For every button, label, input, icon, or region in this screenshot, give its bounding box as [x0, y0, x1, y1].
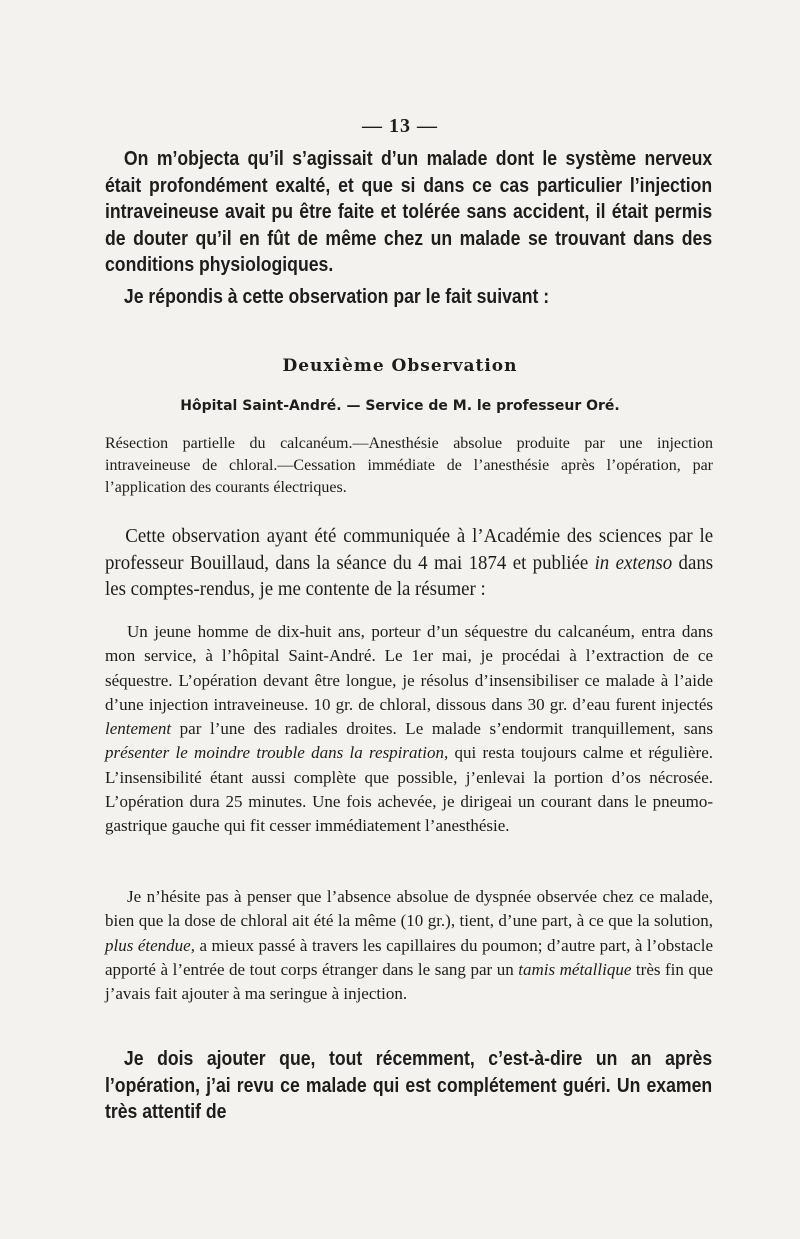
paragraph-analysis-text [105, 885, 713, 1006]
italic-run: in extenso [594, 551, 673, 574]
observation-subtitle: Hôpital Saint-André. — Service de M. le professeur Oré. [180, 398, 620, 414]
paragraph-communication [105, 523, 713, 603]
italic-run: présenter le moindre trouble dans la respiration, [105, 743, 449, 763]
paragraph-case [105, 620, 713, 839]
text-run: Cette observation ayant été communiquée à l’Académie des sciences par le professeur Bouillaud, dans la séance du 4 mai 1874 et publiée [105, 525, 714, 574]
italic-run: tamis métallique [518, 959, 632, 979]
paragraph-objection [105, 146, 713, 279]
page-number: — 13 — [362, 115, 438, 137]
paragraph-case-text [105, 620, 713, 839]
paragraph-reply-text: Je répondis à cette observation par le fait suivant : [123, 285, 550, 308]
text-run: Un jeune homme de dix-huit ans, porteur d’un séquestre du calcanéum, entra dans mon service, à l’hôpital Saint-André. Le 1er mai, je procédai à l’extraction de ce séquestre. L’opération devant être longue, je résolus d’insensibiliser ce malade à l’aide d’une injection intraveineuse. 10 gr. de chloral, dissous dans 30 gr. d’eau furent injectés [105, 622, 713, 714]
paragraph-communication-text [105, 523, 713, 603]
paragraph-analysis [105, 885, 713, 1006]
text-run: a mieux passé à travers les capillaires du poumon; d’autre part, à l’obstacle apporté à l’entrée de tout corps étranger dans le sang par un [105, 935, 713, 979]
text-run: par l’une des radiales droites. Le malade s’endormit tranquillement, sans [171, 719, 713, 739]
observation-title: Deuxième Observation [282, 356, 518, 376]
italic-run: plus étendue, [105, 935, 195, 955]
paragraph-reply [105, 284, 713, 311]
text-run: Je n’hésite pas à penser que l’absence absolue de dyspnée observée chez ce malade, bien que la dose de chloral ait été la même (10 gr.), tient, d’une part, à ce que la solution, [105, 887, 713, 931]
paragraph-objection-text: On m’objecta qu’il s’agissait d’un malade dont le système nerveux était profondément exalté, et que si dans ce cas particulier l’injection intraveineuse avait pu être faite et tolérée sans accident, il était permis de douter qu’il en fût de même chez un malade se trouvant dans des conditions physiologiques. [105, 147, 713, 276]
paragraph-followup [105, 1046, 713, 1126]
observation-summary [105, 433, 713, 499]
text-run: qui resta toujours calme et régulière. L’insensibilité étant aussi complète que possible, j’enlevai la portion d’os nécrosée. L’opération dura 25 minutes. Une fois achevée, je dirigeai un courant dans le pneumo-gastrique gauche qui fit cesser immédiatement l’anesthésie. [105, 743, 713, 836]
italic-run: lentement [105, 719, 172, 739]
observation-summary-text: Résection partielle du calcanéum.—Anesthésie absolue produite par une injection intraveineuse de chloral.—Cessation immédiate de l’anesthésie après l’opération, par l’application des courants électriques. [105, 435, 713, 496]
text-run: très fin que j’avais fait ajouter à ma seringue à injection. [105, 959, 713, 1004]
paragraph-followup-text: Je dois ajouter que, tout récemment, c’est-à-dire un an après l’opération, j’ai revu ce malade qui est complétement guéri. Un examen très attentif de [105, 1047, 713, 1123]
text-run: dans les comptes-rendus, je me contente de la résumer : [105, 551, 714, 600]
